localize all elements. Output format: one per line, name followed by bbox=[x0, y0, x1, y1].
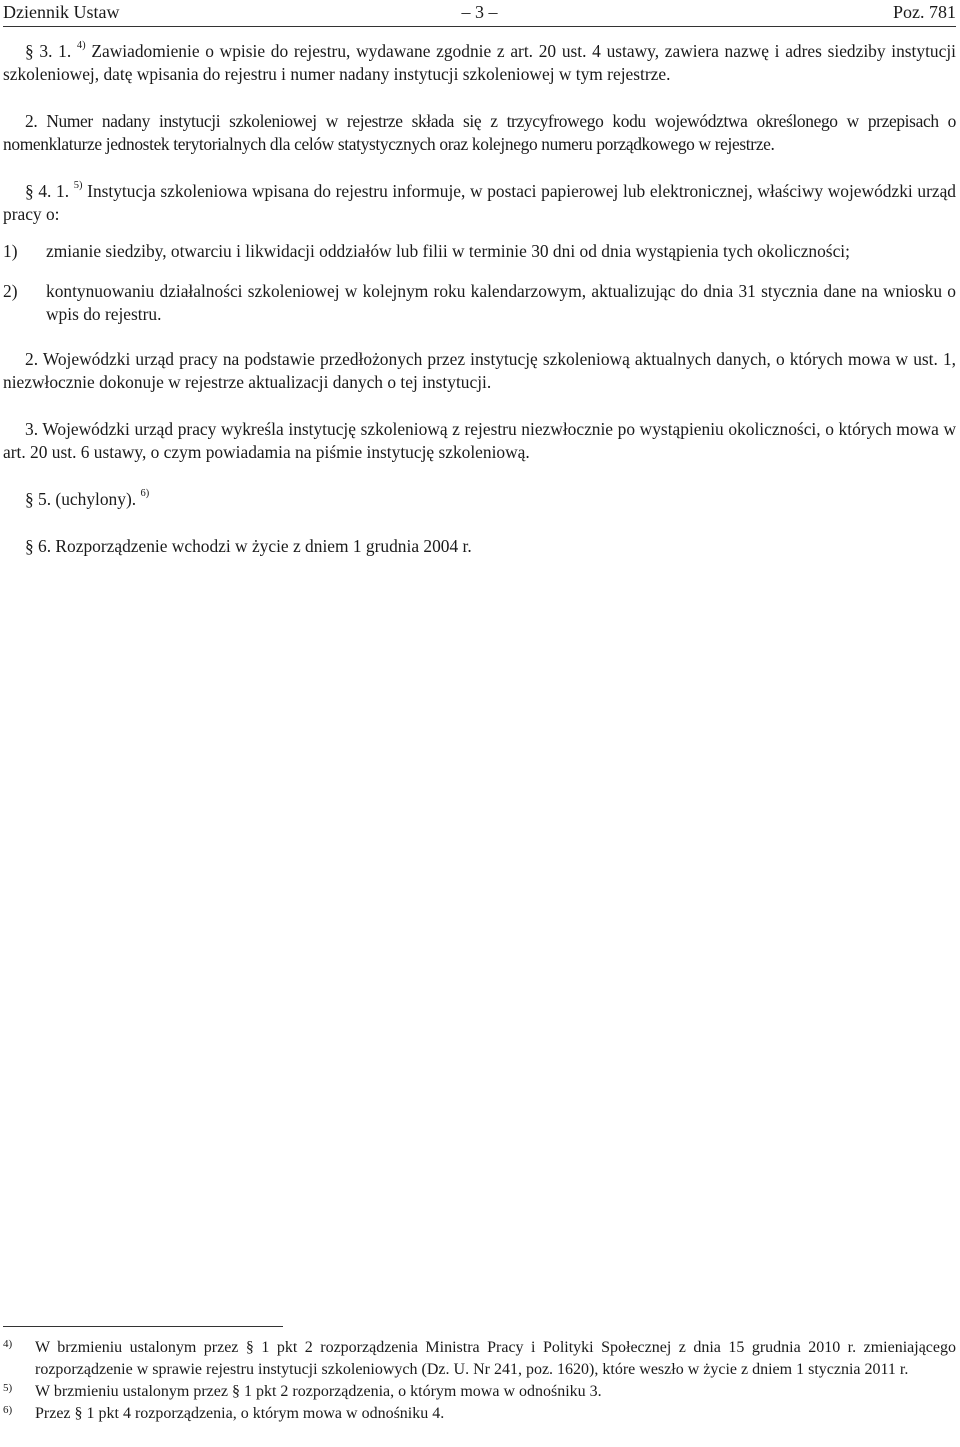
section-lead: § 3. 1. bbox=[25, 41, 72, 61]
paragraph-5 bbox=[3, 488, 956, 511]
list-item bbox=[3, 240, 956, 263]
footnote-item bbox=[3, 1337, 956, 1381]
paragraph-text: 3. Wojewódzki urząd pracy wykreśla instytucję szkoleniową z rejestru niezwłocznie po wystąpieniu okoliczności, o których mowa w art. 20 ust. 6 ustawy, o czym powiadamia na piśmie instytucję szkoleniową. bbox=[3, 419, 956, 462]
footnote-mark: 5) bbox=[3, 1382, 13, 1394]
footnote-item bbox=[3, 1381, 956, 1403]
page-header bbox=[3, 0, 956, 27]
paragraph-text: § 6. Rozporządzenie wchodzi w życie z dniem 1 grudnia 2004 r. bbox=[25, 536, 472, 556]
paragraph-3-1 bbox=[3, 40, 956, 86]
paragraph-text: Zawiadomienie o wpisie do rejestru, wydawane zgodnie z art. 20 ust. 4 ustawy, zawiera nazwę i adres siedziby instytucji szkoleniowej, datę wpisania do rejestru i numer nadany instytucji szkoleniowej w tym rejestrze. bbox=[3, 41, 956, 84]
paragraph-4-3 bbox=[3, 418, 956, 464]
footnote-ref-6: 6) bbox=[140, 488, 150, 500]
list-item bbox=[3, 280, 956, 326]
paragraph-4-1 bbox=[3, 180, 956, 226]
footnote-mark: 6) bbox=[3, 1404, 13, 1416]
list-number: 2) bbox=[3, 281, 18, 301]
footnote-text: Przez § 1 pkt 4 rozporządzenia, o którym mowa w odnośniku 4. bbox=[35, 1405, 445, 1422]
paragraph-text: § 5. (uchylony). bbox=[25, 489, 137, 509]
footnote-ref-4: 4) bbox=[76, 40, 86, 52]
footnotes bbox=[3, 1326, 956, 1425]
document-body bbox=[3, 40, 956, 558]
journal-title: Dziennik Ustaw bbox=[3, 2, 120, 22]
list-text: zmianie siedziby, otwarciu i likwidacji oddziałów lub filii w terminie 30 dni od dnia wystąpienia tych okoliczności; bbox=[46, 241, 850, 261]
paragraph-text: 2. Wojewódzki urząd pracy na podstawie przedłożonych przez instytucję szkoleniową aktualnych danych, o których mowa w ust. 1, niezwłocznie dokonuje w rejestrze aktualizacji danych o tej instytucji. bbox=[3, 349, 956, 392]
paragraph-text: 2. Numer nadany instytucji szkoleniowej w rejestrze składa się z trzycyfrowego kodu województwa określonego w przepisach o nomenklaturze jednostek terytorialnych dla celów statystycznych oraz kolejnego numeru porządkowego w rejestrze. bbox=[3, 111, 956, 154]
notification-list bbox=[3, 240, 956, 326]
footnote-text: W brzmieniu ustalonym przez § 1 pkt 2 rozporządzenia Ministra Pracy i Polityki Społecznej z dnia 15 grudnia 2010 r. zmieniającego rozporządzenie w sprawie rejestru instytucji szkoleniowych (Dz. U. Nr 241, poz. 1620), które weszło w życie z dniem 1 stycznia 2011 r. bbox=[35, 1339, 956, 1378]
footnote-text: W brzmieniu ustalonym przez § 1 pkt 2 rozporządzenia, o którym mowa w odnośniku 3. bbox=[35, 1383, 602, 1400]
list-text: kontynuowaniu działalności szkoleniowej w kolejnym roku kalendarzowym, aktualizując do dnia 31 stycznia dane na wniosku o wpis do rejestru. bbox=[46, 281, 956, 324]
list-number: 1) bbox=[3, 241, 18, 261]
footnote-mark: 4) bbox=[3, 1338, 13, 1350]
footnote-item bbox=[3, 1403, 956, 1425]
section-lead: § 4. 1. bbox=[25, 181, 70, 201]
paragraph-text: Instytucja szkoleniowa wpisana do rejestru informuje, w postaci papierowej lub elektronicznej, właściwy wojewódzki urząd pracy o: bbox=[3, 181, 956, 224]
footnote-divider bbox=[3, 1326, 283, 1327]
paragraph-6 bbox=[3, 535, 956, 558]
paragraph-3-2 bbox=[3, 110, 956, 156]
paragraph-4-2 bbox=[3, 348, 956, 394]
footnote-ref-5: 5) bbox=[73, 180, 83, 192]
position-number: Poz. 781 bbox=[893, 2, 956, 22]
page-number: – 3 – bbox=[461, 2, 498, 22]
